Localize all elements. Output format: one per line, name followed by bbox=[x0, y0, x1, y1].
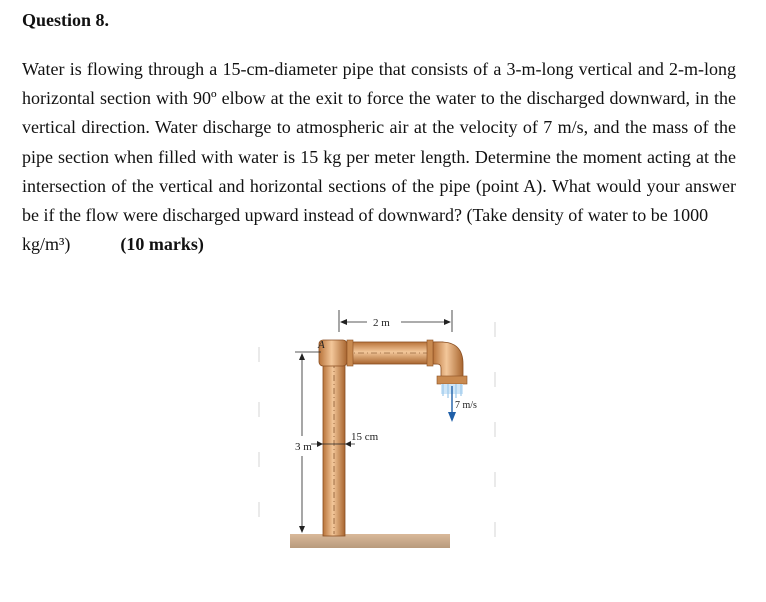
ground-slab bbox=[290, 534, 450, 548]
elbow-fitting bbox=[433, 342, 463, 380]
point-a-label: A bbox=[318, 339, 325, 351]
dimension-2m-label: 2 m bbox=[373, 317, 390, 329]
velocity-label: 7 m/s bbox=[455, 400, 477, 411]
question-heading: Question 8. bbox=[22, 10, 110, 30]
question-last-line bbox=[22, 230, 736, 259]
elbow-band bbox=[427, 340, 433, 366]
question-text: Water is flowing through a 15-cm-diameter pipe that consists of a 3-m-long vertical and 2-m-long horizontal section with 90º elbow at the exit to force the water to the discharged downward, in the vertical direction. Water discharge to atmospheric air at the velocity of 7 m/s, and the mass of the pipe section when filled with water is 15 kg per meter length. Determine the moment acting at the intersection of the vertical and horizontal sections of the pipe (point A). What would your answer be if the flow were discharged upward instead of downward? (Take density of water to be 1000 bbox=[22, 59, 736, 226]
dimension-2m bbox=[339, 310, 452, 332]
corner-band bbox=[347, 340, 353, 366]
dimension-15cm-label: 15 cm bbox=[351, 431, 379, 443]
dimension-3m-label: 3 m bbox=[295, 441, 312, 453]
question-body bbox=[22, 55, 736, 259]
pipe-diagram bbox=[255, 302, 515, 570]
outlet-nozzle bbox=[437, 376, 467, 384]
marks-label: (10 marks) bbox=[120, 234, 204, 255]
pipe-figure bbox=[255, 302, 515, 570]
density-units: kg/m³) bbox=[22, 234, 71, 255]
